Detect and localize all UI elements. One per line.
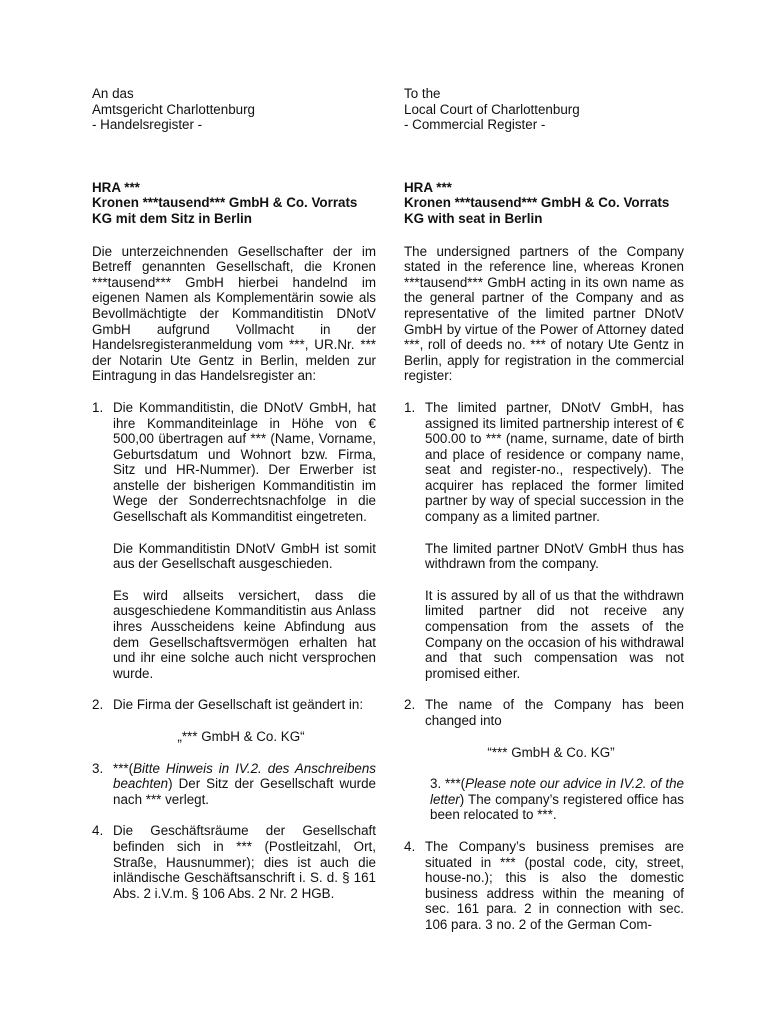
item-suffix: ) The company’s registered office has been relocated to ***.: [430, 791, 684, 823]
intro-paragraph: The undersigned partners of the Company stated in the reference line, whereas Kronen ***tausend*** GmbH acting in its own name as the general partner of the Company and as representative of the limited partner DNotV GmbH by virtue of the Power of Attorney dated ***, roll of deeds no. *** of notary Ute Gentz in Berlin, apply for registration in the commercial register:: [404, 243, 684, 384]
item-prefix: ***(: [445, 776, 466, 792]
item-text: The Company’s business premises are situated in *** (postal code, city, street, house-no.); this is also the domestic business address within the meaning of sec. 161 para. 2 in connection with sec. 106 para. 3 no. 2 of the German Com-: [425, 838, 684, 932]
english-column: [404, 86, 684, 933]
item-paragraph: Es wird allseits versichert, dass die ausgeschiedene Kommanditistin aus Anlass ihres Ausscheidens keine Abfindung aus dem Gesellschaftsvermögen erhalten hat und ihr eine solche auch nicht versprochen wurde.: [113, 587, 376, 681]
company-name: Kronen ***tausend*** GmbH & Co. Vorrats KG mit dem Sitz in Berlin: [92, 195, 358, 226]
list-item-1: [404, 400, 684, 525]
address-line: - Handelsregister -: [92, 117, 203, 133]
new-company-name: “*** GmbH & Co. KG”: [487, 744, 615, 760]
address-line: An das: [92, 86, 134, 101]
address-line: - Commercial Register -: [404, 117, 546, 133]
recipient-address: [404, 86, 684, 133]
item-suffix: ) Der Sitz der Gesellschaft wurde nach *** verlegt.: [113, 776, 376, 807]
item-text: Die Firma der Gesellschaft ist geändert in:: [113, 697, 364, 713]
list-item-1: [92, 400, 376, 525]
item-note: Bitte Hinweis in IV.2. des Anschreibens beachten: [113, 760, 376, 792]
list-item-2: [404, 697, 684, 728]
item-number: 2.: [404, 697, 416, 713]
item-text: The limited partner, DNotV GmbH, has assigned its limited partnership interest of € 500.00 to *** (name, surname, date of birth and place of residence or company name, seat and register-no., respectively). The acquirer has replaced the former limited partner by way of special succession in the company as a limited partner.: [425, 399, 684, 525]
new-company-name: „*** GmbH & Co. KG“: [177, 729, 305, 744]
company-name: Kronen ***tausend*** GmbH & Co. Vorrats KG with seat in Berlin: [404, 195, 670, 226]
item-paragraph: Die Kommanditistin DNotV GmbH ist somit aus der Gesellschaft ausgeschieden.: [113, 540, 376, 572]
item-number: 4.: [92, 823, 104, 839]
item-prefix: ***(: [113, 760, 134, 776]
recipient-address: [92, 86, 376, 133]
item-number: 2.: [92, 697, 104, 713]
item-number: 1.: [404, 399, 416, 415]
address-line: Local Court of Charlottenburg: [404, 101, 580, 117]
item-paragraph: It is assured by all of us that the withdrawn limited partner did not receive any compensation from the assets of the Company on the occasion of his withdrawal and that such compensation was not promised either.: [425, 587, 684, 681]
address-line: To the: [404, 86, 441, 101]
item-number: 3.: [92, 760, 104, 776]
register-number: HRA ***: [92, 179, 140, 195]
list-item-3: [92, 761, 376, 808]
item-number: 3.: [430, 776, 442, 792]
item-number: 4.: [404, 838, 416, 854]
item-number: 1.: [92, 399, 104, 415]
document-heading: [92, 180, 376, 227]
german-column: [92, 86, 376, 901]
address-line: Amtsgericht Charlottenburg: [92, 101, 255, 117]
list-item-2: [92, 697, 376, 713]
item-text: The name of the Company has been changed into: [425, 697, 684, 728]
item-text: [430, 776, 684, 823]
list-item-4: [92, 823, 376, 901]
item-text: [113, 761, 376, 808]
list-item-4: [404, 839, 684, 933]
list-item-3: [404, 776, 684, 823]
document-heading: [404, 180, 684, 227]
item-note: Please note our advice in IV.2. of the letter: [430, 776, 684, 807]
item-paragraph: The limited partner DNotV GmbH thus has withdrawn from the company.: [425, 540, 684, 572]
register-number: HRA ***: [404, 179, 452, 195]
item-text: Die Geschäftsräume der Gesellschaft befinden sich in *** (Postleitzahl, Ort, Straße, Hausnummer); dies ist auch die inländische Geschäftsanschrift i. S. d. § 161 Abs. 2 i.V.m. § 106 Abs. 2 Nr. 2 HGB.: [113, 823, 376, 901]
item-text: Die Kommanditistin, die DNotV GmbH, hat ihre Kommanditeinlage in Höhe von € 500,00 übertragen auf *** (Name, Vorname, Geburtsdatum und Wohnort bzw. Firma, Sitz und HR-Nummer). Der Erwerber ist anstelle der bisherigen Kommanditistin im Wege der Sonderrechtsnachfolge in die Gesellschaft als Kommanditist eingetreten.: [113, 399, 376, 525]
intro-paragraph: Die unterzeichnenden Gesellschafter der im Betreff genannten Gesellschaft, die Kronen ***tausend*** GmbH hierbei handelnd im eigenen Namen als Komplementärin sowie als Bevollmächtigte der Kommanditistin DNotV GmbH aufgrund Vollmacht in der Handelsregisteranmeldung vom ***, UR.Nr. *** der Notarin Ute Gentz in Berlin, melden zur Eintragung in das Handelsregister an:: [92, 243, 376, 384]
